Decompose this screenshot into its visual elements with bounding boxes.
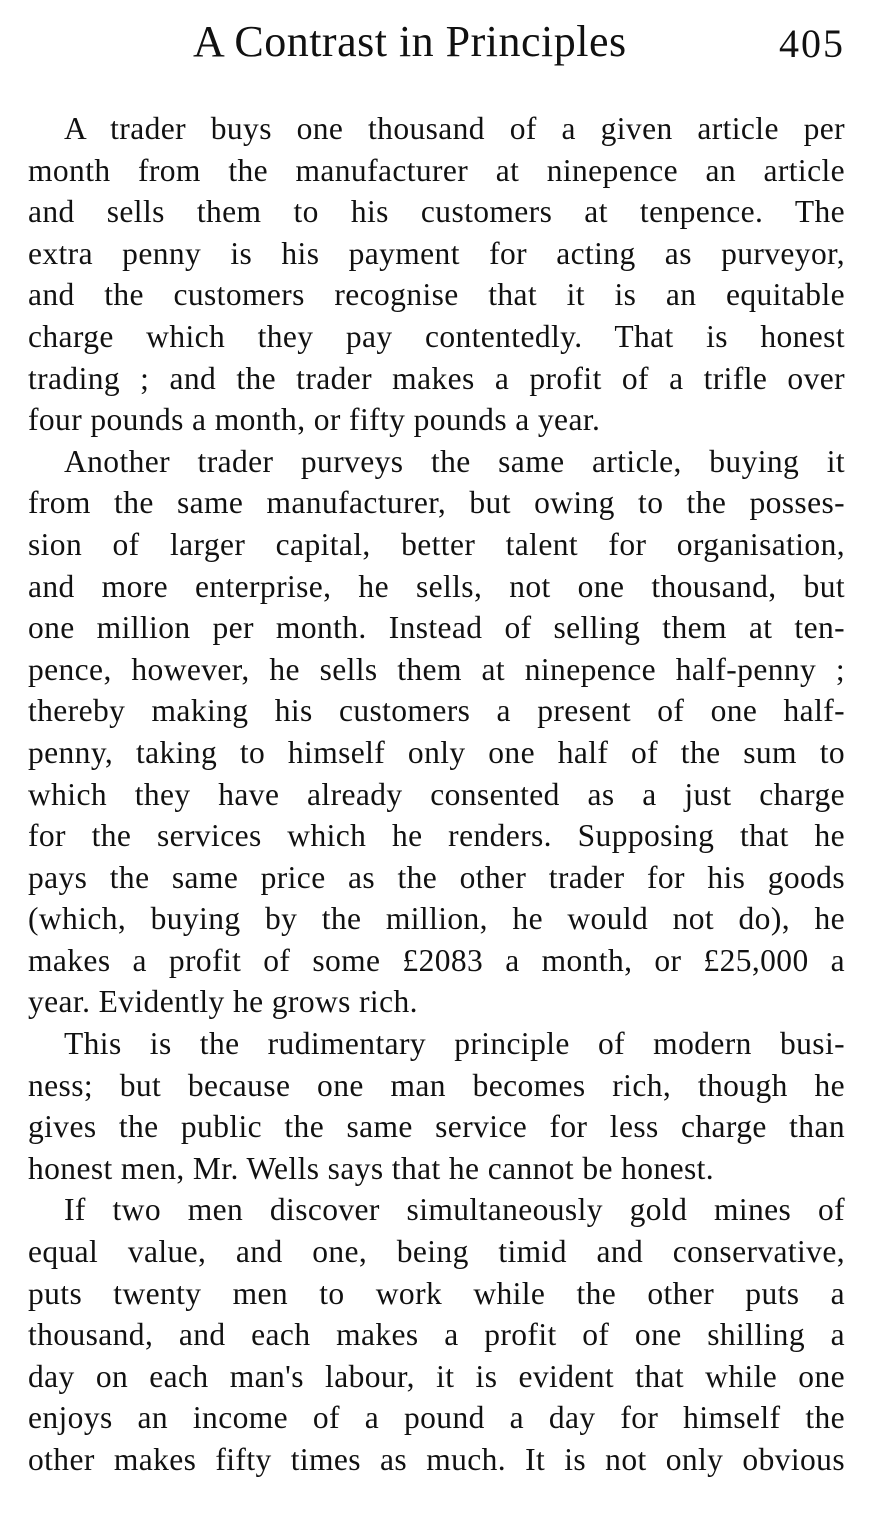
body-text <box>28 108 845 1481</box>
text-line: (which, buying by the million, he would not do), he <box>28 901 845 937</box>
text-line: puts twenty men to work while the other puts a <box>28 1275 845 1311</box>
text-line: day on each man's labour, it is evident that while one <box>28 1358 845 1394</box>
text-line: one million per month. Instead of selling them at ten- <box>28 610 845 646</box>
text-line: charge which they pay contentedly. That is honest <box>28 318 845 354</box>
page-number: 405 <box>779 21 845 66</box>
text-line: other makes fifty times as much. It is not only obvious <box>28 1442 845 1477</box>
text-line: This is the rudimentary principle of modern busi- <box>64 1026 845 1062</box>
text-line: thousand, and each makes a profit of one shilling a <box>28 1317 845 1353</box>
text-line: honest men, Mr. Wells says that he cannot be honest. <box>28 1150 715 1186</box>
text-line: which they have already consented as a just charge <box>28 776 845 812</box>
text-line: for the services which he renders. Supposing that he <box>28 818 845 854</box>
text-line: from the same manufacturer, but owing to the posses- <box>28 485 845 521</box>
paragraph-4 <box>28 1189 845 1480</box>
text-line: and more enterprise, he sells, not one thousand, but <box>28 568 845 604</box>
text-line: and the customers recognise that it is an equitable <box>28 277 845 313</box>
text-line: enjoys an income of a pound a day for himself the <box>28 1400 845 1436</box>
text-line: makes a profit of some £2083 a month, or £25,000 a <box>28 942 845 978</box>
chapter-title: A Contrast in Principles <box>193 17 627 66</box>
paragraph-3 <box>28 1023 845 1189</box>
text-line: penny, taking to himself only one half of the sum to <box>28 734 845 770</box>
text-line: month from the manufacturer at ninepence an article <box>28 152 845 188</box>
text-line: If two men discover simultaneously gold mines of <box>64 1192 845 1228</box>
text-line: pays the same price as the other trader for his goods <box>28 859 845 895</box>
text-line: four pounds a month, or fifty pounds a year. <box>28 402 601 438</box>
text-line: extra penny is his payment for acting as purveyor, <box>28 235 845 271</box>
paragraph-2 <box>28 441 845 1023</box>
text-line: thereby making his customers a present of one half- <box>28 693 845 729</box>
text-line: sion of larger capital, better talent for organisation, <box>28 526 845 562</box>
text-line: Another trader purveys the same article, buying it <box>64 443 845 479</box>
text-line: A trader buys one thousand of a given article per <box>64 111 845 146</box>
text-line: gives the public the same service for less charge than <box>28 1109 845 1145</box>
text-line: pence, however, he sells them at ninepence half-penny ; <box>28 651 845 687</box>
text-line: equal value, and one, being timid and conservative, <box>28 1234 845 1270</box>
running-head <box>28 14 845 74</box>
paragraph-1 <box>28 108 845 441</box>
text-line: trading ; and the trader makes a profit of a trifle over <box>28 360 845 396</box>
text-line: year. Evidently he grows rich. <box>28 984 418 1020</box>
text-line: and sells them to his customers at tenpence. The <box>28 194 845 230</box>
text-line: ness; but because one man becomes rich, though he <box>28 1067 845 1103</box>
